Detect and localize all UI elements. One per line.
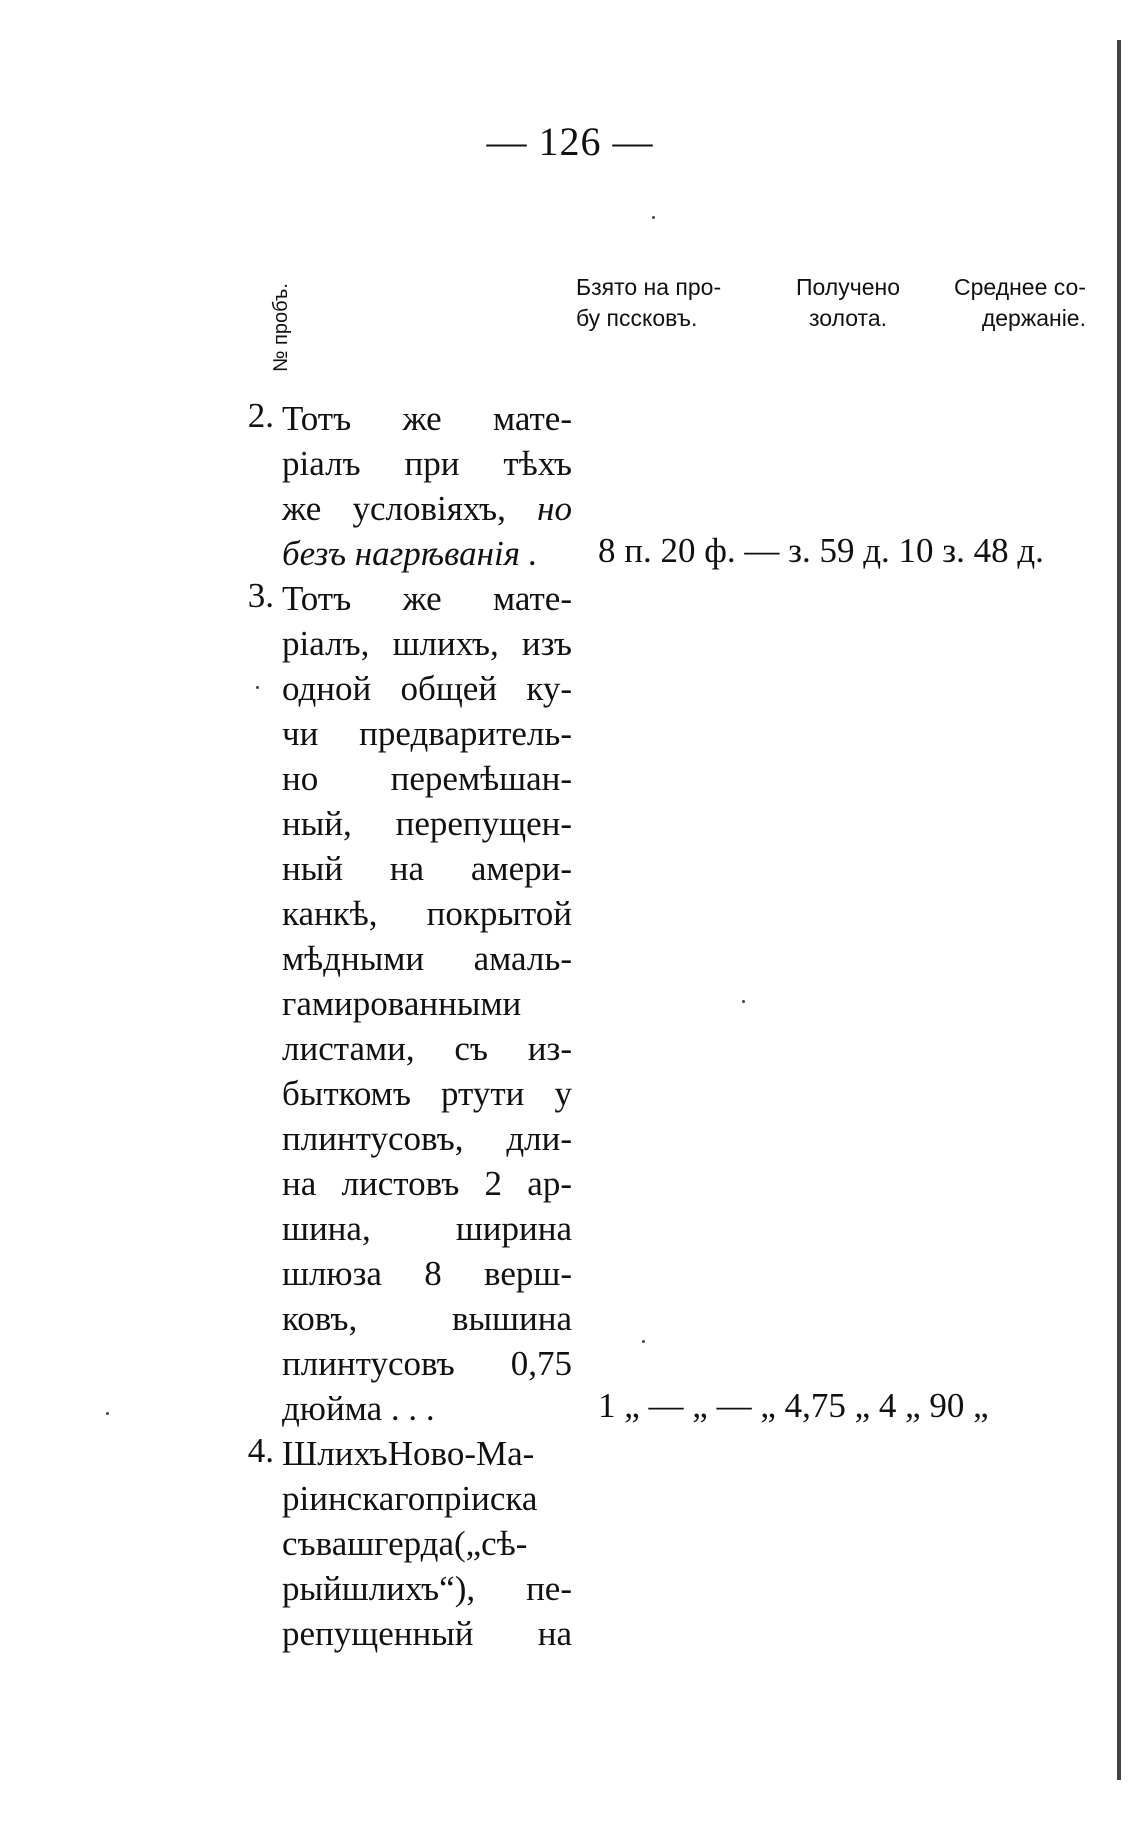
entry-line-part: же условіяхъ, [282,489,538,528]
entry-line: ріалъ, шлихъ, изъ [282,624,572,663]
speck [742,1000,745,1003]
column-header-content [940,272,1086,334]
entry-line: гамированными [282,984,522,1023]
entry-line: репущенный на [282,1614,572,1653]
speck [652,216,655,219]
entry-line: одной общей ку- [282,669,572,708]
entry-line: листами, съ из- [282,1029,572,1068]
column-header-number: № пробъ. [270,283,292,372]
entry-line: чи предваритель- [282,714,572,753]
entry-line: шлюза 8 верш- [282,1254,572,1293]
entry-line: ный на амери- [282,849,572,888]
entry-italic-phrase: безъ нагрѣванія . [282,534,538,573]
column-header-taken [576,272,756,334]
entry-values: 1 „ — „ — „ 4,75 „ 4 „ 90 „ [598,1386,989,1425]
entry-line [282,531,572,576]
entry-line: Тотъ же мате- [282,579,572,618]
entry-text [282,576,572,1431]
entry-line: Тотъ же мате- [282,399,572,438]
entry-line: ріалъ при тѣхъ [282,444,572,483]
entry-values: 8 п. 20 ф. — з. 59 д. 10 з. 48 д. [598,531,1044,570]
entry-line: канкѣ, покрытой [282,894,572,933]
entry-line: рыйшлихъ“), пе- [282,1569,572,1608]
column-header-content-line: держаніе. [981,305,1086,331]
page-edge-rule [1117,40,1121,1780]
column-header-taken-line: Бзято на про- [576,274,722,300]
entry-line: мѣдными амаль- [282,939,572,978]
column-header-content-line: Среднее со- [954,274,1086,300]
speck [256,686,259,689]
column-header-gold-line: Получено [795,274,900,300]
entry-line: но перемѣшан- [282,759,572,798]
entry-line: ный, перепущен- [282,804,572,843]
entry-line: дюйма . . . [282,1389,435,1428]
entry-line: плинтусовъ, дли- [282,1119,572,1158]
column-header-gold [778,272,918,334]
entry-line: ШлихъНово-Ма- [282,1434,535,1473]
entry-line: съвашгерда(„сѣ- [282,1524,528,1563]
speck [642,1340,645,1343]
entry-line: ковъ, вышина [282,1299,572,1338]
column-header-taken-line: бу пссковъ. [576,305,698,331]
entry-line: на листовъ 2 ар- [282,1164,572,1203]
entry-line: быткомъ ртути у [282,1074,572,1113]
entry-line: плинтусовъ 0,75 [282,1344,572,1383]
entry-line: ріинскагопріиска [282,1479,538,1518]
entry-number: 3. [247,576,274,615]
entry-text [282,396,572,576]
entry-number: 4. [247,1431,274,1470]
entry-text [282,1431,572,1656]
page-number: — 126 — [486,119,654,164]
speck [106,1412,109,1415]
entry-line [282,486,572,531]
entry-number: 2. [247,396,274,435]
entry-line: шина, ширина [282,1209,572,1248]
entry-italic-word: но [537,489,572,528]
column-header-gold-line: золота. [809,305,887,331]
